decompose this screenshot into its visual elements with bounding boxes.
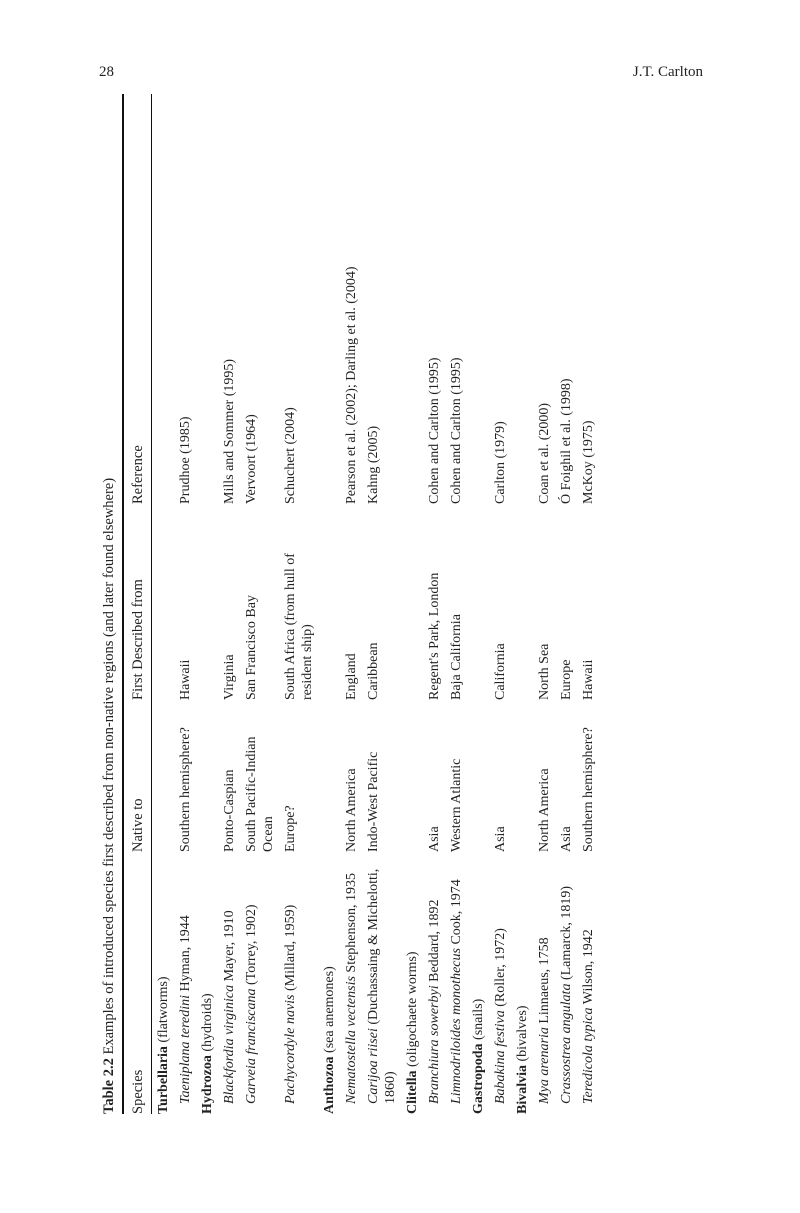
species-name: Garveia franciscana [244, 988, 259, 1104]
described-cell: England [344, 653, 359, 700]
group-common-name: (hydroids) [200, 993, 215, 1052]
running-head: J.T. Carlton [632, 64, 703, 80]
native-cell: Indo-West Pacific [366, 751, 381, 852]
native-cell: Ponto-Caspian [222, 769, 237, 852]
described-cell: Caribbean [366, 642, 381, 700]
table-caption-text: Examples of introduced species first described from non-native regions (and later found elsewhere) [101, 477, 117, 1055]
group-name-cell [470, 852, 487, 1114]
species-cell [343, 852, 360, 1114]
native-cell: Asia [559, 826, 574, 852]
species-name: Mya arenaria [537, 1027, 552, 1104]
table-caption [100, 94, 118, 1114]
table-row [362, 94, 401, 1114]
species-authority: Linnaeus, 1758 [537, 937, 552, 1024]
native-cell: Southern hemisphere? [581, 727, 596, 852]
described-cell: Hawaii [581, 659, 596, 700]
species-cell [365, 852, 399, 1114]
group-name: Clitella [405, 1070, 420, 1114]
table-container [100, 94, 780, 1114]
table-row [423, 94, 445, 1114]
species-authority: (Roller, 1972) [493, 928, 508, 1007]
species-cell [221, 852, 238, 1114]
table-header-row [124, 94, 151, 1114]
table-row [279, 94, 318, 1114]
group-name-cell [155, 852, 172, 1114]
described-cell: North Sea [537, 643, 552, 700]
page-number: 28 [99, 64, 114, 80]
species-name: Branchiura sowerbyi [427, 985, 442, 1104]
described-cell: California [493, 643, 508, 700]
reference-cell: Prudhoe (1985) [178, 416, 193, 504]
species-cell [282, 852, 316, 1114]
species-cell [448, 852, 465, 1114]
table-body [152, 94, 599, 1114]
group-name: Bivalvia [515, 1064, 530, 1114]
species-authority: Stephenson, 1935 [344, 873, 359, 973]
table-group-row [196, 94, 218, 1114]
species-text [343, 873, 360, 1114]
rotated-table-frame [100, 94, 780, 1114]
table-row [555, 94, 577, 1114]
species-authority: (Millard, 1959) [283, 904, 298, 991]
table-row [174, 94, 196, 1114]
described-cell: Virginia [222, 654, 237, 700]
reference-cell: Mills and Sommer (1995) [222, 358, 237, 504]
species-authority: (Torrey, 1902) [244, 904, 259, 986]
group-common-name: (oligochaete worms) [405, 951, 420, 1067]
native-cell: Asia [427, 826, 442, 852]
table-group-row [152, 94, 174, 1114]
group-common-name: (sea anemones) [322, 966, 337, 1053]
species-name: Crassostrea angulata [559, 983, 574, 1104]
species-text [536, 937, 553, 1114]
reference-cell: Ó Foighil et al. (1998) [559, 378, 574, 504]
header-reference: Reference [130, 445, 146, 504]
species-cell [243, 852, 277, 1114]
species-authority: (Lamarck, 1819) [559, 885, 574, 981]
native-cell: Western Atlantic [449, 758, 464, 852]
species-cell [536, 852, 553, 1114]
table-row [340, 94, 362, 1114]
group-name: Hydrozoa [200, 1055, 215, 1114]
described-cell: San Francisco Bay [244, 595, 259, 700]
native-cell: Asia [493, 826, 508, 852]
reference-cell: Pearson et al. (2002); Darling et al. (2004) [344, 266, 359, 504]
species-authority: Mayer, 1910 [222, 910, 237, 982]
species-text [221, 910, 238, 1114]
group-name-cell [199, 852, 216, 1114]
reference-cell: McKoy (1975) [581, 420, 596, 504]
reference-cell: Vervoort (1964) [244, 414, 259, 504]
reference-cell: Cohen and Carlton (1995) [449, 357, 464, 504]
described-cell: Hawaii [178, 659, 193, 700]
species-text [492, 928, 509, 1114]
table-row [577, 94, 599, 1114]
species-cell [580, 852, 597, 1114]
reference-cell: Coan et al. (2000) [537, 402, 552, 504]
described-cell: Regent's Park, London [427, 572, 442, 700]
species-name: Nematostella vectensis [344, 976, 359, 1104]
species-name: Carijoa riisei [366, 1028, 381, 1104]
species-authority: Cook, 1974 [449, 879, 464, 945]
table-row [489, 94, 511, 1114]
species-text [243, 904, 260, 1114]
group-common-name: (flatworms) [156, 976, 171, 1043]
native-cell: North America [537, 768, 552, 852]
table-group-row [511, 94, 533, 1114]
species-text [558, 886, 575, 1114]
species-authority: (Duchassaing & Michelotti, 1860) [366, 868, 398, 1104]
reference-cell: Cohen and Carlton (1995) [427, 357, 442, 504]
native-cell: Europe? [283, 805, 298, 852]
species-authority: Wilson, 1942 [581, 929, 596, 1005]
group-name: Anthozoa [322, 1056, 337, 1114]
species-name: Teredicola typica [581, 1007, 596, 1104]
species-name: Blackfordia virginica [222, 984, 237, 1104]
species-text [177, 915, 194, 1114]
described-cell: Europe [559, 659, 574, 700]
group-name: Turbellaria [156, 1046, 171, 1114]
species-name: Limnodriloides monothecus [449, 948, 464, 1104]
table-group-row [318, 94, 340, 1114]
described-cell: South Africa (from hull of resident ship) [283, 553, 315, 700]
species-authority: Hyman, 1944 [178, 915, 193, 992]
table-group-row [401, 94, 423, 1114]
table-group-row [467, 94, 489, 1114]
group-name-cell [514, 852, 531, 1114]
header-described: First Described from [130, 579, 146, 700]
group-name-cell [404, 852, 421, 1114]
header-native: Native to [130, 798, 146, 852]
species-text [365, 858, 399, 1114]
table-row [533, 94, 555, 1114]
species-authority: Beddard, 1892 [427, 899, 442, 982]
species-cell [492, 852, 509, 1114]
native-cell: North America [344, 768, 359, 852]
group-common-name: (snails) [471, 998, 486, 1040]
native-cell: South Pacific-Indian Ocean [244, 736, 276, 852]
table-label: Table 2.2 [101, 1058, 117, 1114]
species-text [426, 899, 443, 1114]
species-name: Taeniplana teredini [178, 994, 193, 1104]
species-text [282, 905, 299, 1114]
species-name: Pachycordyle navis [283, 994, 298, 1104]
species-cell [558, 852, 575, 1114]
reference-cell: Carlton (1979) [493, 421, 508, 504]
group-name-cell [321, 852, 338, 1114]
described-cell: Baja California [449, 614, 464, 700]
group-common-name: (bivalves) [515, 1005, 530, 1062]
species-text [580, 929, 597, 1114]
species-cell [426, 852, 443, 1114]
header-species: Species [130, 1069, 146, 1114]
reference-cell: Schuchert (2004) [283, 407, 298, 504]
species-name: Babakina festiva [493, 1010, 508, 1104]
table-row [445, 94, 467, 1114]
reference-cell: Kahng (2005) [366, 425, 381, 504]
native-cell: Southern hemisphere? [178, 727, 193, 852]
group-name: Gastropoda [471, 1043, 486, 1114]
table-row [240, 94, 279, 1114]
species-text [448, 879, 465, 1114]
species-cell [177, 852, 194, 1114]
table-row [218, 94, 240, 1114]
